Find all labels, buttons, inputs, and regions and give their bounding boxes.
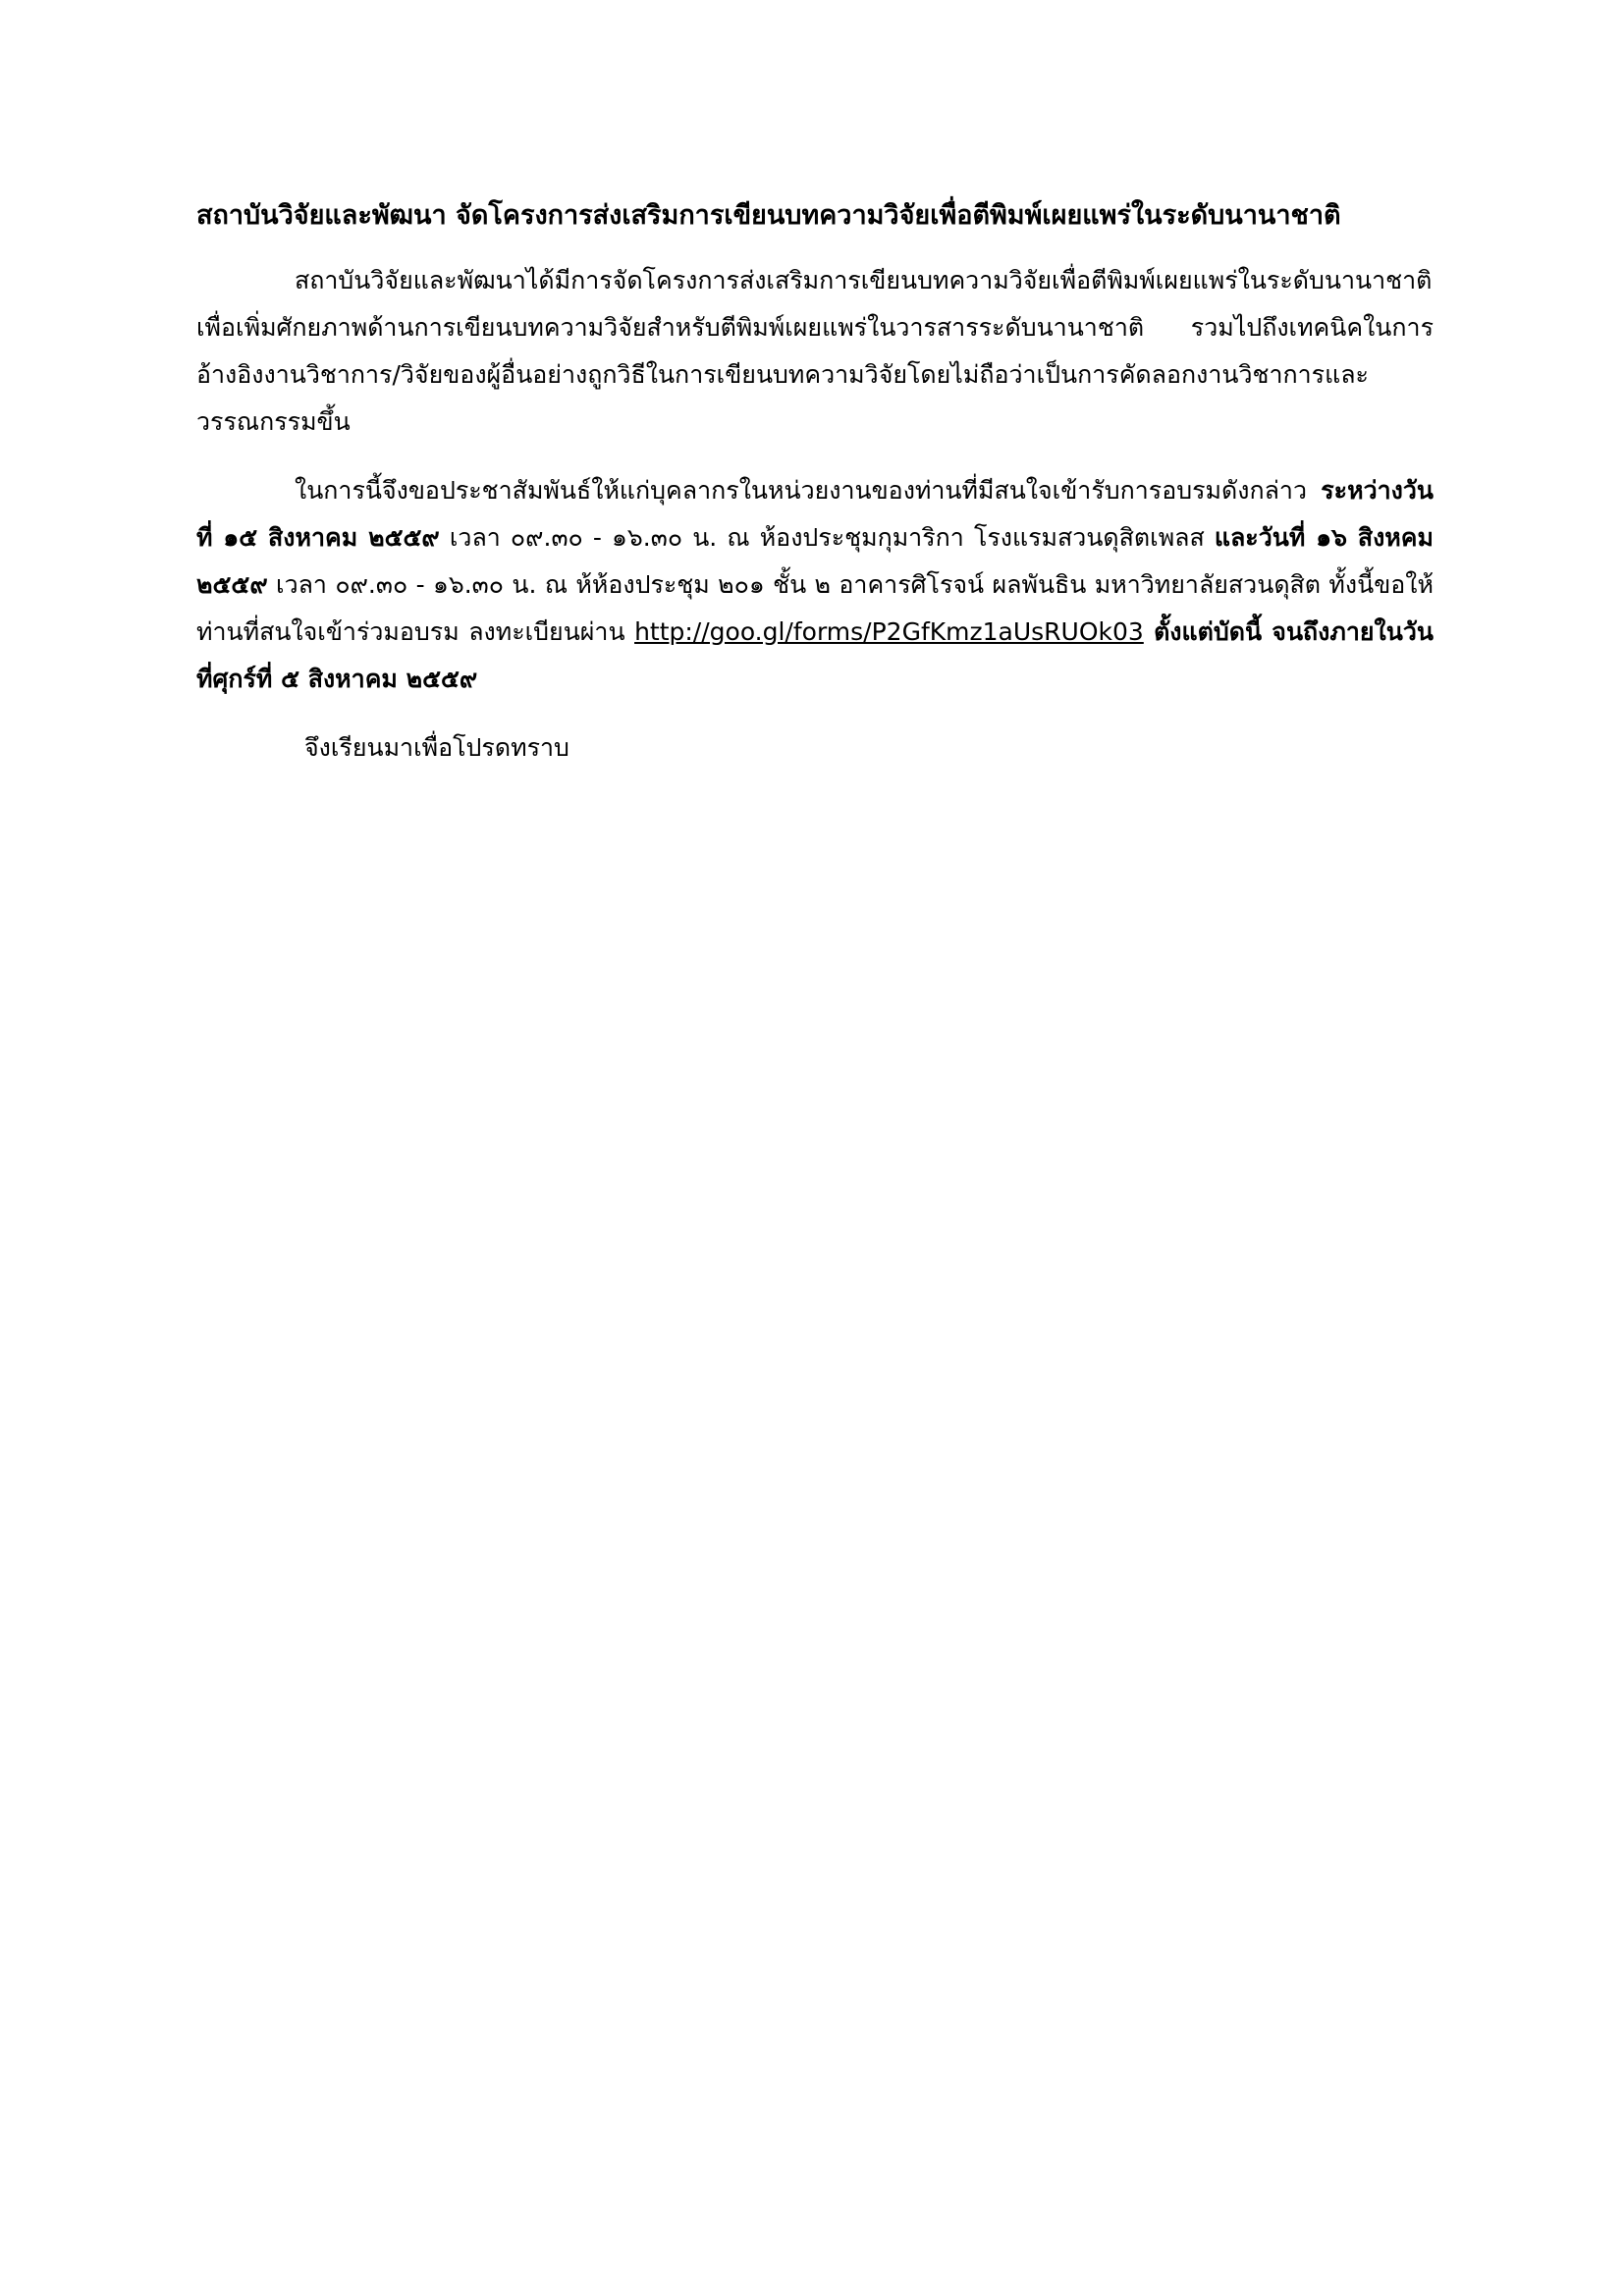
announcement-intro: ในการนี้จึงขอประชาสัมพันธ์ให้แก่บุคลากรในหน่วยงานของท่านที่มีสนใจเข้ารับการอบรมดังกล่าว [295, 476, 1322, 505]
paragraph-announcement [196, 467, 1434, 703]
second-session-date: และวันที่ ๑๖ สิงหคม ๒๕๕๙ [196, 523, 1434, 599]
paragraph-intro: สถาบันวิจัยและพัฒนาได้มีการจัดโครงการส่งเสริมการเขียนบทความวิจัยเพื่อตีพิมพ์เผยแพร่ในระดับนานาชาติ เพื่อเพิ่มศักยภาพด้านการเขียนบทความวิจัยสำหรับตีพิมพ์เผยแพร่ในวารสารระดับนานาชาติ รวมไปถึงเทคนิคในการอ้างอิงงานวิชาการ/วิจัยของผู้อื่นอย่างถูกวิธีในการเขียนบทความวิจัยโดยไม่ถือว่าเป็นการคัดลอกงานวิชาการและวรรณกรรมขึ้น [196, 266, 1434, 436]
second-session-venue: เวลา ๐๙.๓๐ - ๑๖.๓๐ น. ณ ห้ห้องประชุม ๒๐๑ ชั้น ๒ อาคารศิโรจน์ ผลพันธิน มหาวิทยาลัยสวนดุสิต ทั้งนี้ขอให้ท่านที่สนใจเข้าร่วมอบรม ลงทะเบียนผ่าน [196, 570, 1434, 646]
closing-line: จึงเรียนมาเพื่อโปรดทราบ [304, 733, 569, 762]
document-page [196, 196, 1434, 772]
document-title: สถาบันวิจัยและพัฒนา จัดโครงการส่งเสริมการเขียนบทความวิจัยเพื่อตีพิมพ์เผยแพร่ในระดับนานาชาติ [196, 200, 1341, 231]
registration-link[interactable]: http://goo.gl/forms/P2GfKmz1aUsRUOk03 [634, 617, 1144, 646]
registration-deadline: ตั้งแต่บัดนี้ จนถึงภายในวันที่ศุกร์ที่ ๕ สิงหาคม ๒๕๕๙ [196, 617, 1434, 693]
first-session-date: ระหว่างวันที่ ๑๕ สิงหาคม ๒๕๕๙ [196, 476, 1434, 552]
first-session-venue: เวลา ๐๙.๓๐ - ๑๖.๓๐ น. ณ ห้องประชุมกุมาริกา โรงแรมสวนดุสิตเพลส [439, 523, 1215, 552]
